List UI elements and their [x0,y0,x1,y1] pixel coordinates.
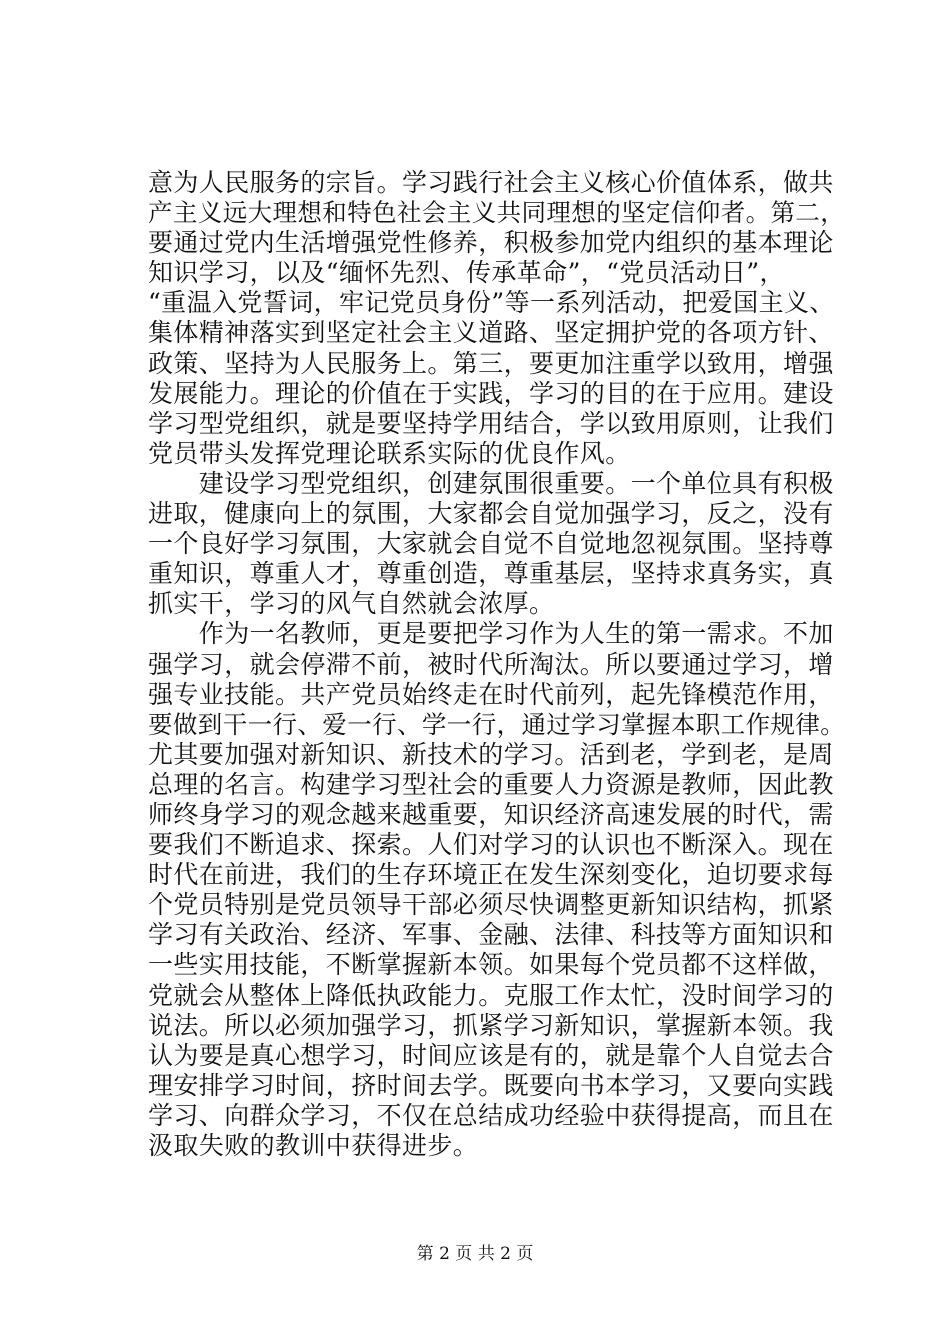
text-line: 强专业技能。共产党员始终走在时代前列，起先锋模范作用， [148,679,834,709]
page-footer: 第 2 页 共 2 页 [416,1244,534,1264]
text-line: 总理的名言。构建学习型社会的重要人力资源是教师，因此教 [148,769,834,799]
text-line: 重知识，尊重人才，尊重创造，尊重基层，坚持求真务实，真 [148,559,834,589]
text-line: 师终身学习的观念越来越重要，知识经济高速发展的时代，需 [148,799,834,829]
text-line: 产主义远大理想和特色社会主义共同理想的坚定信仰者。第二， [148,198,846,228]
text-line: “重温入党誓词，牢记党员身份”等一系列活动，把爱国主义、 [148,288,835,318]
text-line: 说法。所以必须加强学习，抓紧学习新知识，掌握新本领。我 [148,1010,834,1040]
text-line: 尤其要加强对新知识、新技术的学习。活到老，学到老，是周 [148,739,834,769]
text-line: 抓实干，学习的风气自然就会浓厚。 [148,589,555,619]
text-line: 党员带头发挥党理论联系实际的优良作风。 [148,438,631,468]
text-line: 要做到干一行、爱一行、学一行，通过学习掌握本职工作规律。 [148,709,846,739]
text-line: 学习型党组织，就是要坚持学用结合，学以致用原则，让我们 [148,408,834,438]
text-line: 党就会从整体上降低执政能力。克服工作太忙，没时间学习的 [148,980,834,1010]
text-line: 强学习，就会停滞不前，被时代所淘汰。所以要通过学习，增 [148,649,834,679]
text-line: 个党员特别是党员领导干部必须尽快调整更新知识结构，抓紧 [148,890,834,920]
text-line: 作为一名教师，更是要把学习作为人生的第一需求。不加 [148,619,834,649]
text-line: 建设学习型党组织，创建氛围很重要。一个单位具有积极 [148,468,834,498]
text-line: 发展能力。理论的价值在于实践，学习的目的在于应用。建设 [148,378,834,408]
text-line: 要我们不断追求、探索。人们对学习的认识也不断深入。现在 [148,830,834,860]
text-line: 时代在前进，我们的生存环境正在发生深刻变化，迫切要求每 [148,860,834,890]
text-line: 要通过党内生活增强党性修养，积极参加党内组织的基本理论 [148,228,834,258]
text-line: 认为要是真心想学习，时间应该是有的，就是靠个人自觉去合 [148,1040,834,1070]
text-line: 一些实用技能，不断掌握新本领。如果每个党员都不这样做， [148,950,834,980]
text-line: 意为人民服务的宗旨。学习践行社会主义核心价值体系，做共 [148,168,834,197]
text-line: 学习、向群众学习，不仅在总结成功经验中获得提高，而且在 [148,1100,834,1130]
text-line: 理安排学习时间，挤时间去学。既要向书本学习，又要向实践 [148,1070,834,1100]
text-line: 汲取失败的教训中获得进步。 [148,1131,479,1160]
text-line: 知识学习，以及“缅怀先烈、传承革命”，“党员活动日”， [148,258,785,288]
text-line: 一个良好学习氛围，大家就会自觉不自觉地忽视氛围。坚持尊 [148,529,834,559]
text-line: 学习有关政治、经济、军事、金融、法律、科技等方面知识和 [148,920,834,950]
text-line: 集体精神落实到坚定社会主义道路、坚定拥护党的各项方针、 [148,318,834,348]
text-line: 进取，健康向上的氛围，大家都会自觉加强学习，反之，没有 [148,499,834,529]
document-body [148,168,848,1161]
text-line: 政策、坚持为人民服务上。第三，要更加注重学以致用，增强 [148,348,834,378]
